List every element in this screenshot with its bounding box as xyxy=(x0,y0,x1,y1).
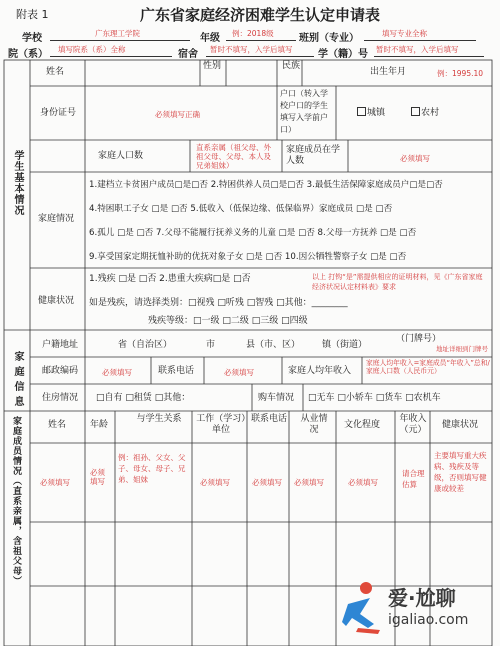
ethnicity-field[interactable] xyxy=(303,61,349,85)
family-row-4[interactable]: 9.享受国家定期抚恤补助的优抚对象子女 □是 □否 10.因公牺牲警察子女 □是 □否 xyxy=(89,252,407,262)
row-work-unit[interactable]: 必须填写 xyxy=(200,478,230,487)
hukou-rural-option[interactable] xyxy=(410,107,439,119)
col-age: 年龄 xyxy=(90,420,109,430)
students-value[interactable]: 必须填写 xyxy=(400,154,430,163)
disability-type[interactable]: 如是残疾，请选择类别：□视残 □听残 □智残 □其他：________ xyxy=(89,298,348,308)
section-family-info-label: 家庭信息 xyxy=(14,352,26,408)
col-occupation: 从业情况 xyxy=(300,414,328,435)
hukou-label: 户口（转入学校户口的学生填写入学前户口） xyxy=(280,89,328,134)
address-city[interactable]: 市 xyxy=(206,340,216,350)
id-label: 身份证号 xyxy=(40,108,77,118)
address-label: 户籍地址 xyxy=(42,340,79,350)
car-options[interactable]: □无车 □小轿车 □货车 □农机车 xyxy=(308,393,441,403)
address-town[interactable]: 镇（街道） xyxy=(322,340,368,350)
row-income[interactable]: 请合理估算 xyxy=(402,469,425,489)
school-value: 广东理工学院 xyxy=(95,29,140,38)
attachment-label: 附表 1 xyxy=(16,8,49,21)
col-income: 年收入（元） xyxy=(399,414,427,435)
phone-label: 联系电话 xyxy=(158,366,195,376)
section-student-basic-label: 学生基本情况 xyxy=(12,150,23,216)
family-row-3[interactable]: 6.孤儿 □是 □否 7.父母不能履行抚养义务的儿童 □是 □否 8.父母一方抚养 □是 □否 xyxy=(89,228,417,238)
postal-label: 邮政编码 xyxy=(42,366,79,376)
address-province[interactable]: 省（自治区） xyxy=(118,340,173,350)
student-id-value: 暂时不填写，入学后填写 xyxy=(376,45,459,54)
family-row-1[interactable]: 1.建档立卡贫困户成员□是□否 2.特困供养人员□是□否 3.最低生活保障家庭成员户□是□否 xyxy=(89,180,443,190)
income-label: 家庭人均年收入 xyxy=(288,366,352,376)
birth-value[interactable]: 例：1995.10 xyxy=(437,69,484,78)
family-situation-label: 家庭情况 xyxy=(38,214,75,224)
gender-label: 性别 xyxy=(203,61,222,71)
student-id-label: 学（籍）号 xyxy=(318,49,368,60)
col-education: 文化程度 xyxy=(344,420,381,430)
watermark-url: igaliao.com xyxy=(388,612,469,628)
rural-checkbox[interactable] xyxy=(411,107,420,116)
watermark xyxy=(340,576,490,640)
postal-value[interactable]: 必须填写 xyxy=(102,368,132,377)
rural-label: 农村 xyxy=(421,108,440,118)
dorm-label: 宿舍 xyxy=(178,49,198,60)
col-health: 健康状况 xyxy=(442,420,479,430)
car-label: 购车情况 xyxy=(258,393,295,403)
family-row-2[interactable]: 4.特困职工子女 □是 □否 5.低收入（低保边缘、低保临界）家庭成员 □是 □否 xyxy=(89,204,393,214)
dept-label: 院（系） xyxy=(8,49,48,60)
school-label: 学校 xyxy=(22,33,42,44)
household-size-label: 家庭人口数 xyxy=(98,151,144,161)
grade-value: 例：2018级 xyxy=(232,29,274,38)
row-education[interactable]: 必须填写 xyxy=(348,478,378,487)
watermark-brand: 爱·尬聊 xyxy=(388,586,456,610)
section-family-members-label: 家庭成员情况（直系亲属，含祖父母） xyxy=(11,416,21,586)
health-note: 以上 打钩“是”需提供相应的证明材料，见《广东省家庭经济状况认定材料表》要求 xyxy=(312,273,483,291)
row-occupation[interactable]: 必须填写 xyxy=(294,478,324,487)
row-relation[interactable]: 例：祖孙、父女、父子、母女、母子、兄弟、姐妹 xyxy=(118,453,186,484)
row-name[interactable]: 必须填写 xyxy=(40,478,70,487)
name-field[interactable] xyxy=(86,61,199,85)
phone-value[interactable]: 必须填写 xyxy=(224,368,254,377)
income-value[interactable]: 家庭人均年收入=家庭成员“年收入”总和/家庭人口数（人民币元） xyxy=(366,359,490,375)
gender-field[interactable] xyxy=(227,61,276,85)
name-label: 姓名 xyxy=(46,67,65,77)
id-value[interactable]: 必须填写正确 xyxy=(155,110,200,119)
students-label: 家庭成员在学人数 xyxy=(286,145,341,166)
address-note: 地址详细到门牌号 xyxy=(436,345,488,353)
address-house-no[interactable]: （门牌号） xyxy=(396,334,442,344)
ethnicity-label: 民族 xyxy=(282,61,301,71)
class-label: 班别（专业） xyxy=(299,33,359,44)
household-size-value[interactable]: 直系亲属（祖父母、外祖父母、父母、本人及兄弟姐妹） xyxy=(196,143,271,170)
address-county[interactable]: 县（市、区） xyxy=(246,340,301,350)
health-row-1[interactable]: 1.残疾 □是 □否 2.患重大疾病□是 □否 xyxy=(89,274,251,284)
row-phone[interactable]: 必须填写 xyxy=(252,478,282,487)
hukou-urban-option[interactable] xyxy=(356,107,385,119)
runner-logo-icon xyxy=(340,580,384,636)
birth-label: 出生年月 xyxy=(370,67,407,77)
row-health[interactable]: 主要填写重大疾病、残疾及等级，否则填写健康或较差 xyxy=(434,451,487,493)
col-name: 姓名 xyxy=(48,420,67,430)
urban-checkbox[interactable] xyxy=(357,107,366,116)
housing-label: 住房情况 xyxy=(42,393,79,403)
dorm-value: 暂时不填写，入学后填写 xyxy=(210,45,293,54)
grade-label: 年级 xyxy=(200,33,220,44)
col-relation: 与学生关系 xyxy=(136,414,182,424)
housing-options[interactable]: □自有 □租赁 □其他： xyxy=(96,393,191,403)
urban-label: 城镇 xyxy=(367,108,386,118)
col-phone: 联系电话 xyxy=(250,414,287,424)
disability-level[interactable]: 残疾等级：□一级 □二级 □三级 □四级 xyxy=(148,316,308,326)
form-title: 广东省家庭经济困难学生认定申请表 xyxy=(140,6,381,24)
dept-value: 填写院系（系）全称 xyxy=(58,45,126,54)
class-value: 填写专业全称 xyxy=(382,29,427,38)
row-age[interactable]: 必须填写 xyxy=(90,468,105,486)
col-work-unit: 工作（学习）单位 xyxy=(196,414,246,435)
health-label: 健康状况 xyxy=(38,296,75,306)
